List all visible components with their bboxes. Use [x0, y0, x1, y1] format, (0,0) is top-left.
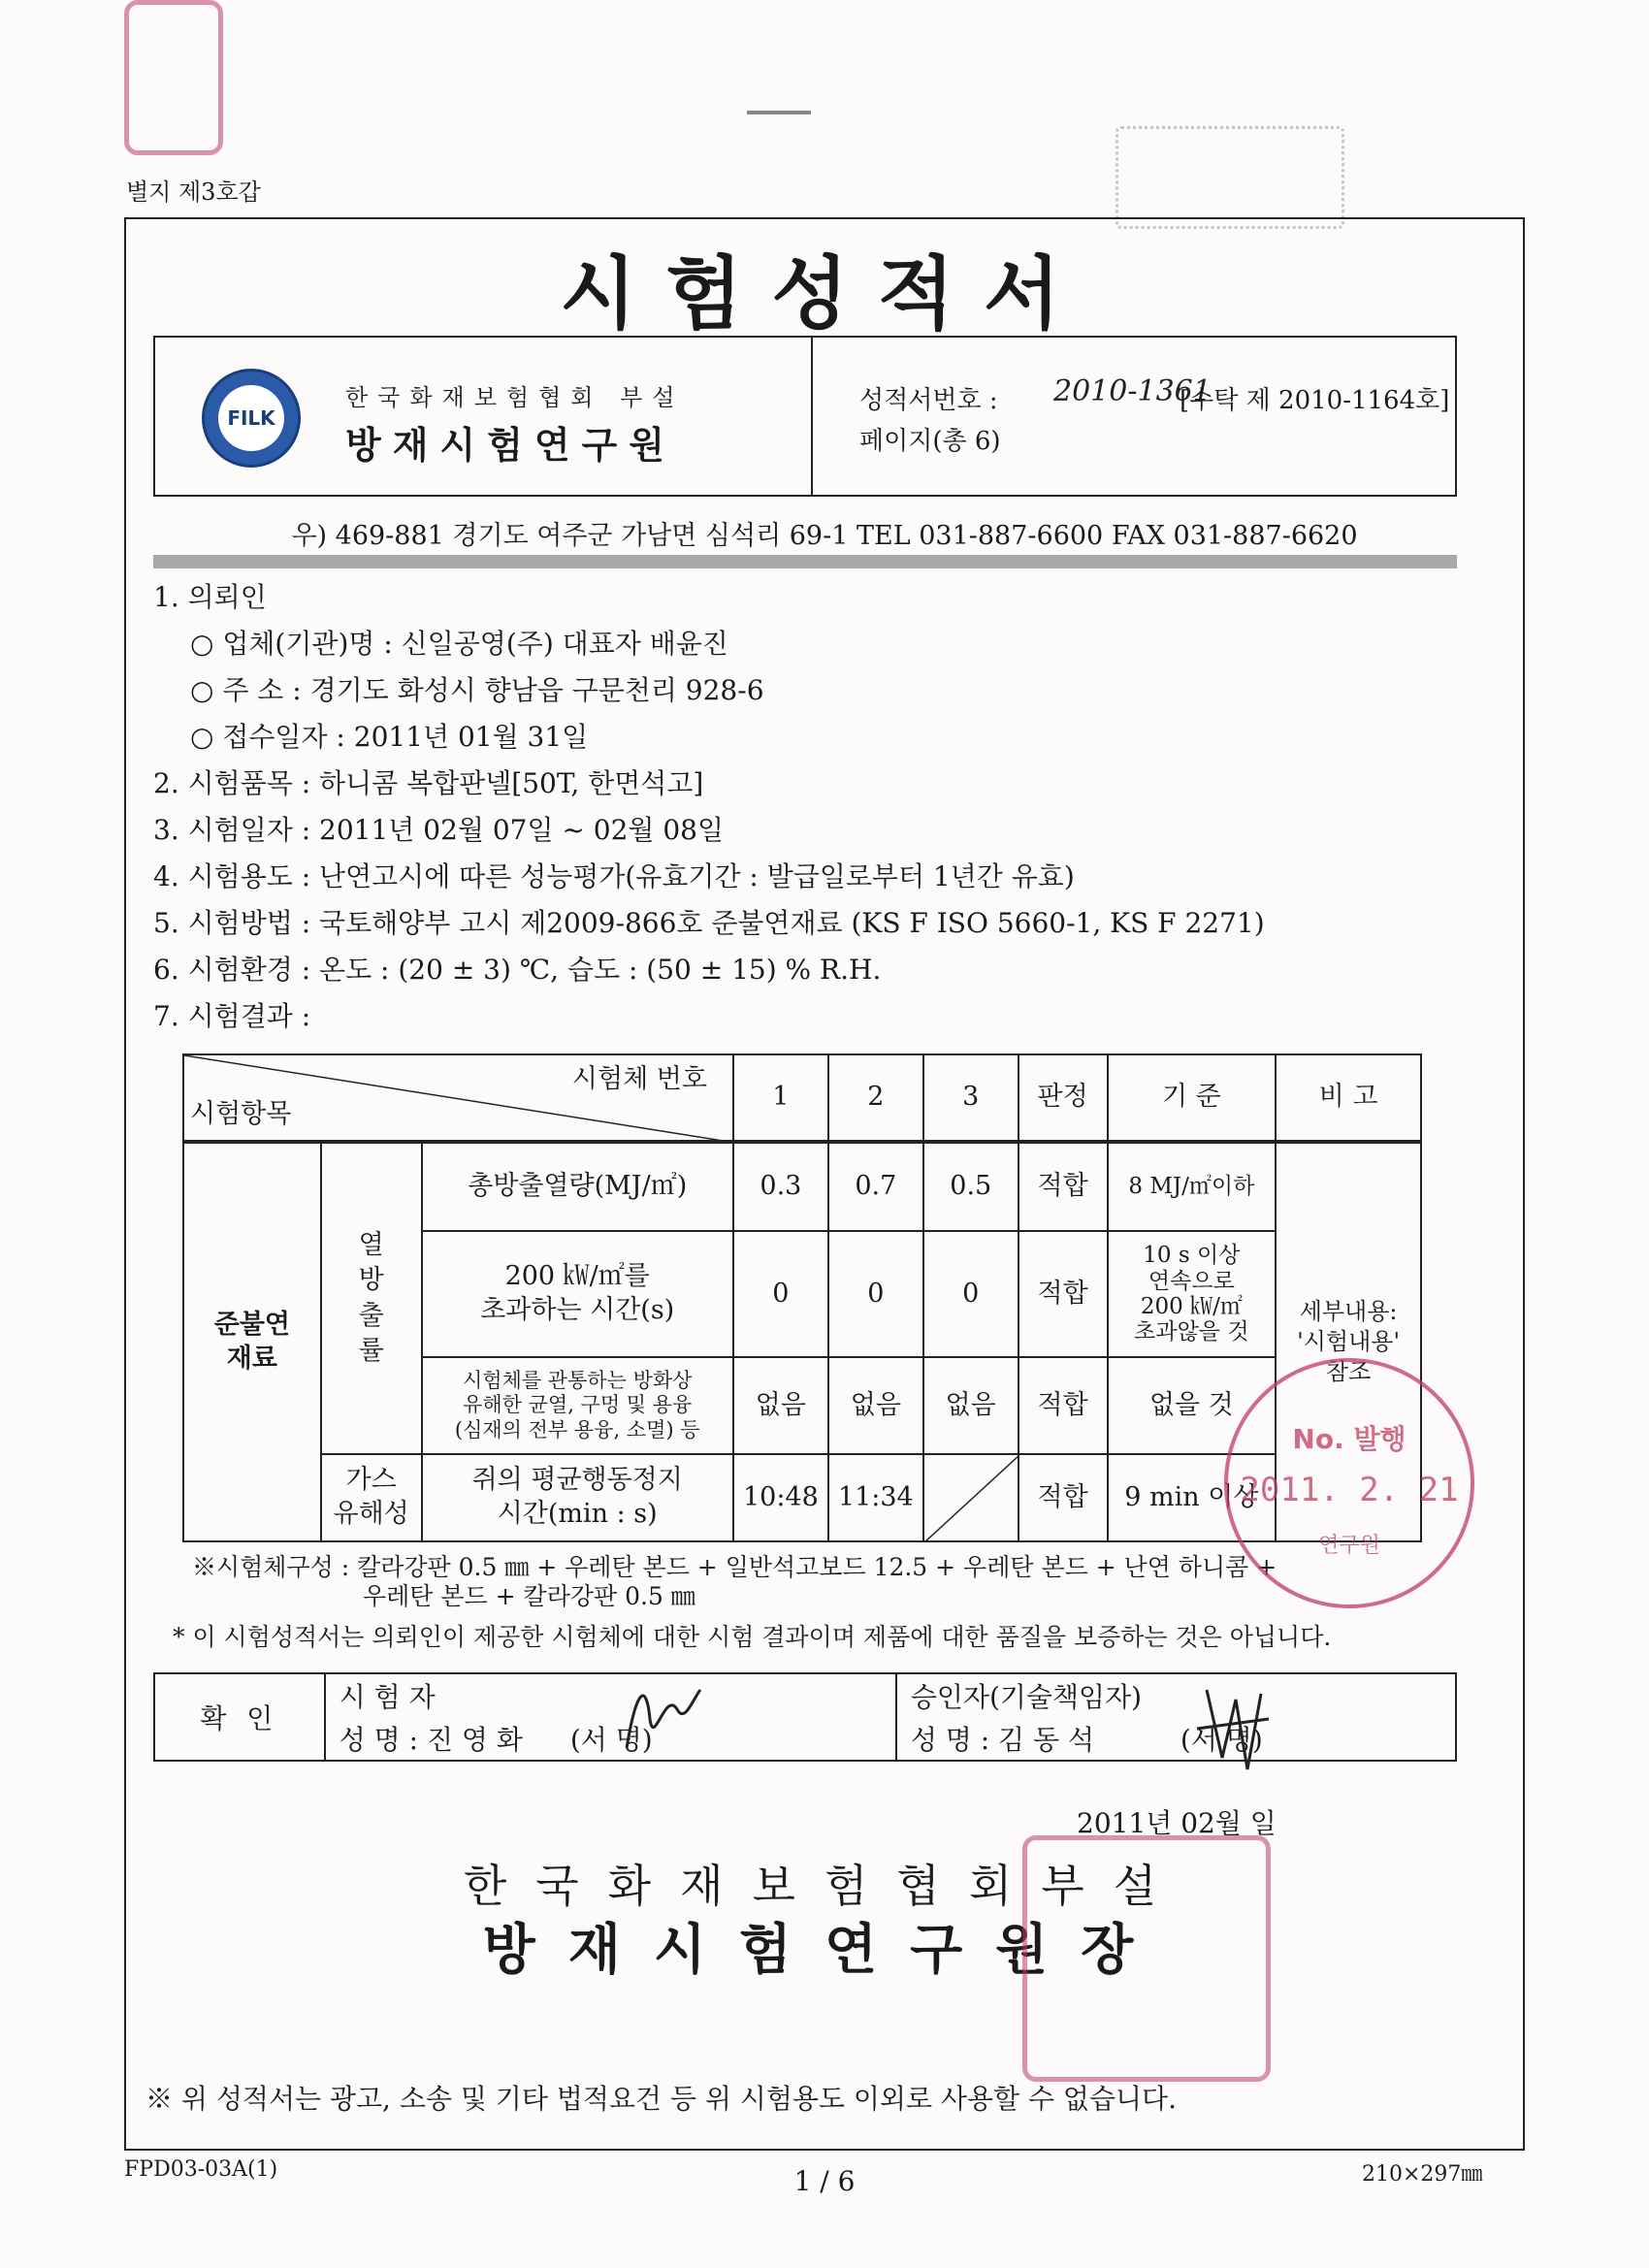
tester-name-cell [325, 1717, 896, 1761]
stamp-org: 연구원 [1318, 1534, 1380, 1558]
row-value-2: 0 [828, 1231, 923, 1357]
cert-no-label: 성적서번호 : [859, 386, 998, 415]
document-title: 시험성적서 [559, 248, 1090, 340]
divider-bar [153, 555, 1457, 568]
issuer-line-2: 방재시험연구원장 [482, 1919, 1167, 1982]
table-corner-cell [183, 1054, 733, 1142]
approver-signature-scribble [1187, 1680, 1275, 1787]
approver-name: 성 명 : 김 동 석 [910, 1724, 1094, 1756]
header-cert [813, 338, 1455, 495]
col-header-2: 2 [828, 1054, 923, 1142]
row-judgement: 적합 [1018, 1231, 1108, 1357]
row-value-1: 0.3 [733, 1142, 828, 1231]
item-results: 7. 시험결과 : [153, 1000, 311, 1032]
issue-date: 2011년 02월 일 [1077, 1807, 1277, 1839]
paper-size: 210×297㎜ [1362, 2162, 1483, 2187]
row-criterion: 10 s 이상 연속으로 200 ㎾/㎡ 초과않을 것 [1108, 1231, 1277, 1357]
approver-sign-label: (서 명) [1180, 1724, 1263, 1756]
gas-toxicity-group: 가스 유해성 [321, 1454, 422, 1541]
logo-text: FILK [218, 385, 284, 451]
perforation-mark [1116, 126, 1344, 229]
row-item: 쥐의 평균행동정지 시간(min : s) [422, 1454, 733, 1541]
tester-sign-label: (서 명) [569, 1724, 653, 1756]
row-item: 200 ㎾/㎡를 초과하는 시간(s) [422, 1231, 733, 1357]
issuer-line-1: 한국화재보험협회부설 [463, 1860, 1186, 1912]
client-address: ○ 주 소 : 경기도 화성시 향남읍 구문천리 928-6 [190, 674, 764, 706]
category-cell: 준불연 재료 [183, 1142, 321, 1541]
address-line: 우) 469-881 경기도 여주군 가남면 심석리 69-1 TEL 031-887-6600 FAX 031-887-6620 [291, 521, 1358, 551]
heat-release-group: 열 방 출 률 [321, 1142, 422, 1454]
disclaimer-note: * 이 시험성적서는 의뢰인이 제공한 시험체에 대한 시험 결과이며 제품에 대한 품질을 보증하는 것은 아닙니다. [173, 1623, 1332, 1651]
official-seal-stamp [1022, 1835, 1271, 2082]
row-judgement: 적합 [1018, 1454, 1108, 1541]
item-method: 5. 시험방법 : 국토해양부 고시 제2009-866호 준불연재료 (KS F ISO 5660-1, KS F 2271) [153, 907, 1265, 939]
corner-top-label: 시험체 번호 [571, 1064, 707, 1094]
col-header-criterion: 기 준 [1108, 1054, 1277, 1142]
tester-signature-scribble [617, 1670, 704, 1758]
approver-title: 승인자(기술책임자) [896, 1673, 1456, 1717]
item-environment: 6. 시험환경 : 온도 : (20 ± 3) ℃, 습도 : (50 ± 15) % R.H. [153, 954, 882, 986]
approver-name-cell [896, 1717, 1456, 1761]
composition-note-1: ※시험체구성 : 칼라강판 0.5 ㎜ + 우레탄 본드 + 일반석고보드 12.5 + 우레탄 본드 + 난연 하니콤 + [192, 1553, 1277, 1581]
form-code: FPD03-03A(1) [124, 2157, 278, 2182]
row-value-2: 없음 [828, 1357, 923, 1454]
corner-seal-stamp [124, 0, 223, 155]
remark-cell: 세부내용: '시험내용' 참조 [1276, 1142, 1421, 1541]
row-value-1: 없음 [733, 1357, 828, 1454]
row-value-3: 0 [923, 1231, 1018, 1357]
item-test-date: 3. 시험일자 : 2011년 02월 07일 ~ 02월 08일 [153, 814, 725, 846]
stamp-label: No. 발행 [1292, 1423, 1406, 1455]
row-value-1: 10:48 [733, 1454, 828, 1541]
row-criterion: 없을 것 [1108, 1357, 1277, 1454]
row-value-3: 없음 [923, 1357, 1018, 1454]
row-value-3-empty [923, 1454, 1018, 1541]
col-header-judgement: 판정 [1018, 1054, 1108, 1142]
client-company: ○ 업체(기관)명 : 신일공영(주) 대표자 배윤진 [190, 628, 728, 660]
composition-note-2: 우레탄 본드 + 칼라강판 0.5 ㎜ [363, 1582, 695, 1610]
header-box [153, 336, 1457, 497]
empty-cell-diagonal [924, 1455, 1019, 1542]
col-header-remark: 비 고 [1276, 1054, 1421, 1142]
org-sub: 한국화재보험협회 부설 [345, 384, 685, 411]
row-item: 시험체를 관통하는 방화상 유해한 균열, 구멍 및 용융 (심재의 전부 용융, 소멸) 등 [422, 1357, 733, 1454]
page-number: 1 / 6 [793, 2165, 856, 2197]
form-number: 별지 제3호갑 [126, 178, 261, 206]
tester-name: 성 명 : 진 영 화 [339, 1724, 523, 1756]
filk-logo-icon [202, 369, 301, 468]
col-header-1: 1 [733, 1054, 828, 1142]
client-heading: 1. 의뢰인 [153, 581, 267, 613]
usage-restriction-note: ※ 위 성적서는 광고, 소송 및 기타 법적요건 등 위 시험용도 이외로 사용할 수 없습니다. [146, 2083, 1177, 2115]
row-value-1: 0 [733, 1231, 828, 1357]
row-judgement: 적합 [1018, 1357, 1108, 1454]
cert-no-commission: [수탁 제 2010-1164호] [1180, 386, 1450, 415]
tester-title: 시 험 자 [325, 1673, 896, 1717]
row-value-3: 0.5 [923, 1142, 1018, 1231]
item-purpose: 4. 시험용도 : 난연고시에 따른 성능평가(유효기간 : 발급일로부터 1년간 유효) [153, 860, 1075, 892]
row-criterion: 8 MJ/㎡이하 [1108, 1142, 1277, 1231]
confirm-cell: 확 인 [154, 1673, 325, 1761]
row-judgement: 적합 [1018, 1142, 1108, 1231]
col-header-3: 3 [923, 1054, 1018, 1142]
cert-pages: 페이지(총 6) [859, 427, 1001, 456]
row-value-2: 11:34 [828, 1454, 923, 1541]
row-item: 총방출열량(MJ/㎡) [422, 1142, 733, 1231]
client-received: ○ 접수일자 : 2011년 01월 31일 [190, 721, 589, 753]
org-main: 방재시험연구원 [345, 424, 676, 467]
row-value-2: 0.7 [828, 1142, 923, 1231]
cert-no-handwritten: 2010-1361 [1053, 374, 1212, 408]
row-criterion: 9 min 이상 [1108, 1454, 1277, 1541]
issue-date-stamp [1224, 1358, 1474, 1608]
stamp-date: 2011. 2. 21 [1240, 1471, 1459, 1509]
item-product: 2. 시험품목 : 하니콤 복합판넬[50T, 한면석고] [153, 767, 704, 799]
header-org [155, 338, 813, 495]
staple-mark [747, 111, 811, 114]
corner-bottom-label: 시험항목 [190, 1099, 292, 1130]
